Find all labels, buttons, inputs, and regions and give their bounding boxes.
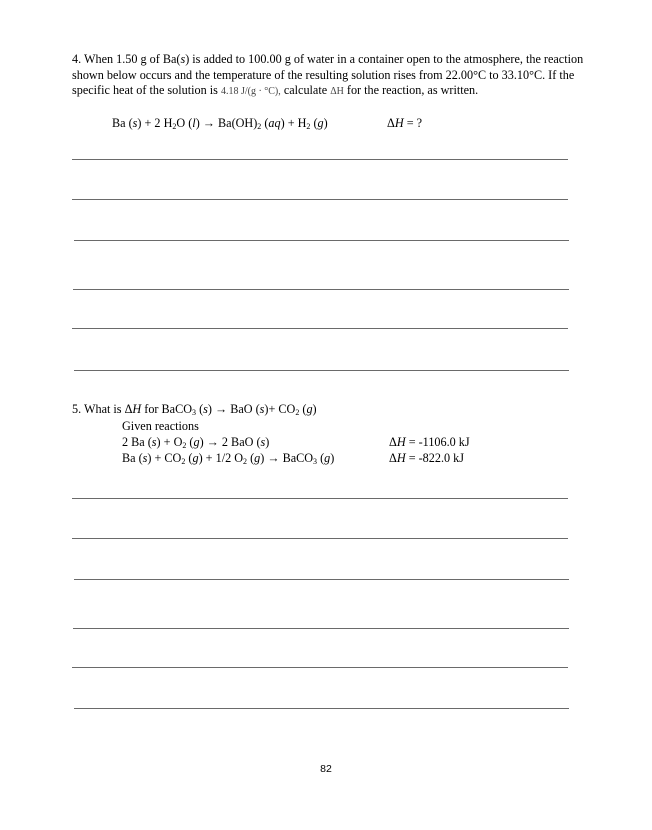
given-reaction-1-delta-h: ΔH = -1106.0 kJ bbox=[389, 435, 470, 449]
reaction-equation-q4: Ba (s) + 2 $H_2O$ $(l) \to Ba(OH)_2$ $(aq) + H_2$ (g) bbox=[112, 116, 328, 131]
answer-line bbox=[73, 628, 569, 629]
answer-line bbox=[74, 579, 569, 580]
given-reactions-label: Given reactions bbox=[122, 419, 199, 433]
answer-line bbox=[72, 199, 568, 200]
specific-heat-value: 4.18 J/(g · °C), bbox=[220, 86, 281, 98]
answer-line bbox=[72, 498, 568, 499]
answer-line bbox=[73, 289, 569, 290]
question-4-text: 4. When 1.50 g of Ba(s) is added to 100.00 g of water in a container open to the atmosphere, the reaction shown below occurs and the temperature of the resulting solution rises from 22.00°C to 33.10°C. If the specific heat of the solution is 4.18 J/(g · °C), calculate ΔH for the reaction, as written. bbox=[72, 52, 584, 98]
given-reaction-1: 2 Ba $(s) + O_2$ (g) → 2 BaO (s) bbox=[122, 435, 270, 450]
given-reaction-2: Ba $(s) + CO_2$ (g) + 1/2 $O_2$ (g) → BaCO$_3$ (g) bbox=[122, 451, 335, 466]
answer-line bbox=[72, 538, 568, 539]
delta-h-inline: ΔH bbox=[330, 86, 344, 98]
answer-line bbox=[74, 240, 569, 241]
question-5-text: 5. What is ΔH for BaCO$_3$ (s) → BaO $(s)+ CO_2$ (g) bbox=[72, 402, 317, 417]
answer-line bbox=[74, 708, 569, 709]
given-reaction-2-delta-h: ΔH = -822.0 kJ bbox=[389, 451, 464, 465]
answer-line bbox=[72, 328, 568, 329]
page-number: 82 bbox=[320, 763, 332, 775]
answer-line bbox=[74, 370, 569, 371]
answer-line bbox=[72, 667, 568, 668]
delta-h-unknown: ΔH = ? bbox=[387, 116, 423, 130]
answer-line bbox=[72, 159, 568, 160]
